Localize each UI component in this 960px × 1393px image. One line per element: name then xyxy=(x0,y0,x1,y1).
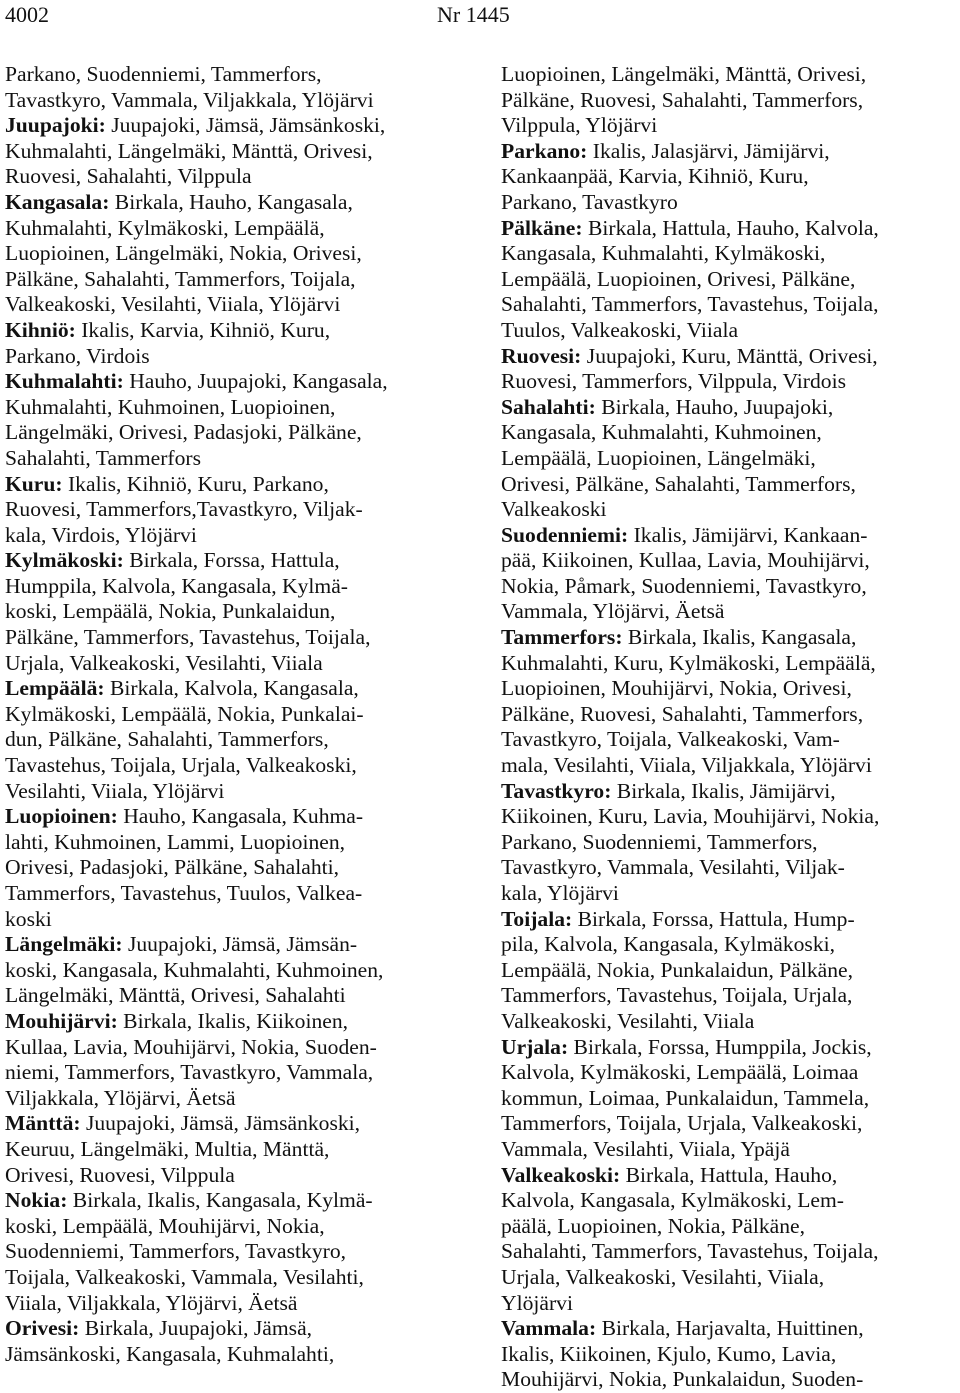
municipality-list-text: Kalvola, Kylmäkoski, Lempäälä, Loimaa xyxy=(501,1060,859,1085)
text-line xyxy=(501,932,956,958)
municipality-list-text: Tammerfors, Tavastehus, Tuulos, Valkea- xyxy=(5,881,363,905)
text-line xyxy=(5,1188,460,1214)
municipality-list-text: Birkala, Forssa, Hattula, Hump- xyxy=(572,906,855,931)
municipality-list-text: Lempäälä, Luopioinen, Orivesi, Pälkäne, xyxy=(501,266,856,291)
municipality-list-text: Tuulos, Valkeakoski, Viiala xyxy=(501,317,739,342)
municipality-list-text: Mouhijärvi, Nokia, Punkalaidun, Suoden- xyxy=(501,1367,864,1392)
municipality-heading: Mänttä: xyxy=(5,1111,81,1136)
text-line xyxy=(5,88,460,114)
municipality-heading: Orivesi: xyxy=(5,1316,80,1341)
text-line xyxy=(5,1060,460,1086)
text-line xyxy=(501,1111,956,1137)
text-line xyxy=(5,420,460,446)
text-line xyxy=(501,420,956,446)
municipality-list-text: Birkala, Hattula, Hauho, xyxy=(620,1162,838,1187)
text-line xyxy=(501,804,956,830)
text-line xyxy=(5,1214,460,1240)
municipality-list-text: Ikalis, Kihniö, Kuru, Parkano, xyxy=(62,471,329,496)
municipality-list-text: Birkala, Kalvola, Kangasala, xyxy=(104,676,359,701)
municipality-heading: Nokia: xyxy=(5,1188,68,1213)
municipality-heading: Juupajoki: xyxy=(5,113,106,138)
text-line xyxy=(5,472,460,498)
municipality-list-text: koski, Kangasala, Kuhmalahti, Kuhmoinen, xyxy=(5,957,384,982)
text-line xyxy=(501,651,956,677)
municipality-list-text: Kuhmalahti, Kuhmoinen, Luopioinen, xyxy=(5,394,336,419)
text-line xyxy=(5,983,460,1009)
municipality-list-text: Hauho, Juupajoki, Kangasala, xyxy=(123,369,388,394)
text-line xyxy=(501,727,956,753)
text-line xyxy=(5,446,460,472)
municipality-list-text: Kangasala, Kuhmalahti, Kuhmoinen, xyxy=(501,420,822,445)
municipality-list-text: Lempäälä, Nokia, Punkalaidun, Pälkäne, xyxy=(501,957,853,982)
municipality-list-text: Suodenniemi, Tammerfors, Tavastkyro, xyxy=(5,1239,347,1264)
text-line xyxy=(5,855,460,881)
municipality-list-text: Sahalahti, Tammerfors xyxy=(5,445,201,470)
municipality-list-text: Kuhmalahti, Kuru, Kylmäkoski, Lempäälä, xyxy=(501,650,876,675)
municipality-list-text: Birkala, Hauho, Kangasala, xyxy=(109,189,353,214)
municipality-list-text: Parkano, Suodenniemi, Tammerfors, xyxy=(501,829,818,854)
municipality-list-text: Ikalis, Jalasjärvi, Jämijärvi, xyxy=(587,138,830,163)
municipality-list-text: Parkano, Tavastkyro xyxy=(501,189,678,214)
municipality-heading: Luopioinen: xyxy=(5,804,118,829)
text-line xyxy=(501,1214,956,1240)
municipality-list-text: Viiala, Viljakkala, Ylöjärvi, Äetsä xyxy=(5,1290,298,1315)
municipality-list-text: Juupajoki, Jämsä, Jämsänkoski, xyxy=(105,113,386,138)
municipality-list-text: Ikalis, Kiikoinen, Kjulo, Kumo, Lavia, xyxy=(501,1341,837,1366)
text-line xyxy=(5,139,460,165)
text-line xyxy=(5,907,460,933)
text-line xyxy=(5,241,460,267)
municipality-list-text: Vesilahti, Viiala, Ylöjärvi xyxy=(5,778,225,803)
municipality-list-text: Valkeakoski, Vesilahti, Viiala, Ylöjärvi xyxy=(5,292,341,317)
municipality-list-text: Orivesi, Pälkäne, Sahalahti, Tammerfors, xyxy=(501,471,856,496)
text-line xyxy=(5,1086,460,1112)
municipality-list-text: Ikalis, Karvia, Kihniö, Kuru, xyxy=(75,317,331,342)
municipality-list-text: mala, Vesilahti, Viiala, Viljakkala, Ylöjärvi xyxy=(501,753,872,778)
municipality-heading: Lempäälä: xyxy=(5,676,105,701)
text-line xyxy=(501,190,956,216)
municipality-list-text: Birkala, Juupajoki, Jämsä, xyxy=(79,1316,313,1341)
text-line xyxy=(5,702,460,728)
municipality-list-text: pää, Kiikoinen, Kullaa, Lavia, Mouhijärvi, xyxy=(501,548,870,573)
text-line xyxy=(5,830,460,856)
issue-number: Nr 1445 xyxy=(437,2,510,27)
municipality-list-text: Sahalahti, Tammerfors, Tavastehus, Toijala, xyxy=(501,1239,879,1264)
page-header xyxy=(0,0,960,36)
municipality-heading: Kangasala: xyxy=(5,189,110,214)
text-line xyxy=(5,267,460,293)
municipality-heading: Valkeakoski: xyxy=(501,1162,621,1187)
municipality-list-text: Kylmäkoski, Lempäälä, Nokia, Punkalai- xyxy=(5,701,364,726)
text-line xyxy=(501,344,956,370)
municipality-list-text: Vammala, Ylöjärvi, Äetsä xyxy=(501,599,725,624)
text-line xyxy=(5,804,460,830)
municipality-list-text: Längelmäki, Mänttä, Orivesi, Sahalahti xyxy=(5,983,346,1008)
municipality-list-text: päälä, Luopioinen, Nokia, Pälkäne, xyxy=(501,1213,806,1238)
text-line xyxy=(501,753,956,779)
municipality-heading: Kihniö: xyxy=(5,317,76,342)
text-line xyxy=(5,113,460,139)
municipality-heading: Kuru: xyxy=(5,471,63,496)
text-line xyxy=(501,113,956,139)
municipality-list-text: Tavastehus, Toijala, Urjala, Valkeakoski, xyxy=(5,753,357,778)
municipality-list-text: Luopioinen, Längelmäki, Nokia, Orivesi, xyxy=(5,241,362,266)
text-line xyxy=(5,753,460,779)
municipality-list-text: Parkano, Suodenniemi, Tammerfors, xyxy=(5,62,322,86)
text-line xyxy=(5,318,460,344)
municipality-list-text: Orivesi, Padasjoki, Pälkäne, Sahalahti, xyxy=(5,855,340,880)
municipality-heading: Tammerfors: xyxy=(501,625,623,650)
municipality-heading: Kuhmalahti: xyxy=(5,369,124,394)
municipality-list-text: Luopioinen, Mouhijärvi, Nokia, Orivesi, xyxy=(501,676,852,701)
municipality-heading: Parkano: xyxy=(501,138,588,163)
municipality-list-text: Kuhmalahti, Kylmäkoski, Lempäälä, xyxy=(5,215,325,240)
municipality-heading: Urjala: xyxy=(501,1034,569,1059)
text-line xyxy=(5,881,460,907)
municipality-list-text: Birkala, Ikalis, Jämijärvi, xyxy=(611,778,836,803)
text-line xyxy=(501,1060,956,1086)
municipality-heading: Pälkäne: xyxy=(501,215,583,240)
municipality-list-text: Pälkäne, Tammerfors, Tavastehus, Toijala, xyxy=(5,625,371,650)
text-line xyxy=(501,1086,956,1112)
municipality-list-text: Urjala, Valkeakoski, Vesilahti, Viiala, xyxy=(501,1264,825,1289)
text-line xyxy=(5,1009,460,1035)
municipality-list-text: Juupajoki, Kuru, Mänttä, Orivesi, xyxy=(581,343,878,368)
municipality-list-text: Birkala, Forssa, Hattula, xyxy=(123,548,340,573)
text-line xyxy=(501,446,956,472)
text-line xyxy=(501,472,956,498)
municipality-list-text: Tammerfors, Tavastehus, Toijala, Urjala, xyxy=(501,983,853,1008)
municipality-list-text: Tavastkyro, Vammala, Vesilahti, Viljak- xyxy=(501,855,845,880)
municipality-list-text: Birkala, Hattula, Hauho, Kalvola, xyxy=(582,215,879,240)
text-line xyxy=(5,395,460,421)
text-line xyxy=(501,523,956,549)
municipality-list-text: niemi, Tammerfors, Tavastkyro, Vammala, xyxy=(5,1060,374,1085)
text-line xyxy=(5,1163,460,1189)
municipality-list-text: Pälkäne, Ruovesi, Sahalahti, Tammerfors, xyxy=(501,87,864,112)
text-line xyxy=(5,1111,460,1137)
municipality-list-text: kala, Ylöjärvi xyxy=(501,881,619,905)
municipality-heading: Kylmäkoski: xyxy=(5,548,124,573)
text-line xyxy=(501,1342,956,1368)
text-line xyxy=(5,164,460,190)
text-line xyxy=(501,958,956,984)
text-line xyxy=(5,548,460,574)
text-line xyxy=(501,1009,956,1035)
municipality-heading: Längelmäki: xyxy=(5,932,123,957)
municipality-list-text: Luopioinen, Längelmäki, Mänttä, Orivesi, xyxy=(501,62,867,86)
text-line xyxy=(501,1035,956,1061)
text-line xyxy=(501,318,956,344)
municipality-list-text: Toijala, Valkeakoski, Vammala, Vesilahti, xyxy=(5,1264,364,1289)
text-line xyxy=(501,983,956,1009)
municipality-list-text: Vilppula, Ylöjärvi xyxy=(501,113,658,138)
text-line xyxy=(501,574,956,600)
text-line xyxy=(501,1265,956,1291)
text-line xyxy=(5,1035,460,1061)
text-line xyxy=(5,651,460,677)
right-column xyxy=(501,62,956,1393)
text-line xyxy=(501,292,956,318)
municipality-list-text: Parkano, Virdois xyxy=(5,343,150,368)
text-line xyxy=(501,241,956,267)
text-line xyxy=(501,88,956,114)
municipality-heading: Sahalahti: xyxy=(501,394,596,419)
text-line xyxy=(5,958,460,984)
municipality-list-text: Tavastkyro, Vammala, Viljakkala, Ylöjärvi xyxy=(5,87,374,112)
municipality-list-text: Jämsänkoski, Kangasala, Kuhmalahti, xyxy=(5,1341,335,1366)
municipality-list-text: Vammala, Vesilahti, Viiala, Ypäjä xyxy=(501,1136,790,1161)
text-line xyxy=(501,1163,956,1189)
municipality-list-text: Pälkäne, Ruovesi, Sahalahti, Tammerfors, xyxy=(501,701,864,726)
text-line xyxy=(5,292,460,318)
text-line xyxy=(501,1239,956,1265)
text-line xyxy=(501,395,956,421)
text-line xyxy=(501,676,956,702)
municipality-list-text: Kangasala, Kuhmalahti, Kylmäkoski, xyxy=(501,241,826,266)
municipality-list-text: Humppila, Kalvola, Kangasala, Kylmä- xyxy=(5,573,349,598)
page-number: 4002 xyxy=(5,2,49,27)
text-line xyxy=(5,1265,460,1291)
municipality-list-text: Pälkäne, Sahalahti, Tammerfors, Toijala, xyxy=(5,266,356,291)
text-line xyxy=(5,574,460,600)
text-line xyxy=(5,1239,460,1265)
municipality-list-text: Lempäälä, Luopioinen, Längelmäki, xyxy=(501,445,816,470)
municipality-list-text: Kuhmalahti, Längelmäki, Mänttä, Orivesi, xyxy=(5,138,373,163)
municipality-list-text: Valkeakoski, Vesilahti, Viiala xyxy=(501,1008,755,1033)
municipality-heading: Toijala: xyxy=(501,906,573,931)
municipality-heading: Ruovesi: xyxy=(501,343,582,368)
municipality-list-text: Hauho, Kangasala, Kuhma- xyxy=(117,804,364,829)
municipality-list-text: Juupajoki, Jämsä, Jämsän- xyxy=(122,932,358,957)
text-line xyxy=(501,625,956,651)
text-line xyxy=(5,1316,460,1342)
text-line xyxy=(501,1291,956,1317)
municipality-heading: Tavastkyro: xyxy=(501,778,612,803)
text-line xyxy=(501,599,956,625)
text-line xyxy=(501,548,956,574)
municipality-heading: Suodenniemi: xyxy=(501,522,629,547)
municipality-list-text: Ruovesi, Sahalahti, Vilppula xyxy=(5,164,252,189)
municipality-list-text: Tammerfors, Toijala, Urjala, Valkeakoski, xyxy=(501,1111,863,1136)
municipality-list-text: Birkala, Harjavalta, Huittinen, xyxy=(596,1316,864,1341)
text-line xyxy=(501,139,956,165)
municipality-list-text: Birkala, Ikalis, Kiikoinen, xyxy=(117,1008,349,1033)
municipality-list-text: Birkala, Ikalis, Kangasala, Kylmä- xyxy=(67,1188,373,1213)
municipality-list-text: Ruovesi, Tammerfors, Vilppula, Virdois xyxy=(501,369,846,394)
municipality-list-text: Juupajoki, Jämsä, Jämsänkoski, xyxy=(80,1111,361,1136)
text-line xyxy=(5,216,460,242)
text-line xyxy=(501,907,956,933)
text-line xyxy=(5,1342,460,1368)
municipality-list-text: Orivesi, Ruovesi, Vilppula xyxy=(5,1162,235,1187)
text-line xyxy=(5,599,460,625)
left-column xyxy=(5,62,460,1367)
municipality-list-text: Sahalahti, Tammerfors, Tavastehus, Toijala, xyxy=(501,292,879,317)
text-line xyxy=(501,1188,956,1214)
municipality-list-text: Kankaanpää, Karvia, Kihniö, Kuru, xyxy=(501,164,809,189)
text-line xyxy=(5,369,460,395)
municipality-list-text: Viljakkala, Ylöjärvi, Äetsä xyxy=(5,1085,236,1110)
municipality-list-text: Ylöjärvi xyxy=(501,1290,573,1315)
municipality-list-text: Kullaa, Lavia, Mouhijärvi, Nokia, Suoden- xyxy=(5,1034,377,1059)
municipality-list-text: Urjala, Valkeakoski, Vesilahti, Viiala xyxy=(5,650,323,675)
text-line xyxy=(5,727,460,753)
municipality-list-text: Tavastkyro, Toijala, Valkeakoski, Vam- xyxy=(501,727,840,752)
municipality-list-text: Keuruu, Längelmäki, Multia, Mänttä, xyxy=(5,1136,330,1161)
text-line xyxy=(501,267,956,293)
text-line xyxy=(5,1291,460,1317)
text-line xyxy=(501,497,956,523)
text-line xyxy=(5,344,460,370)
text-line xyxy=(5,190,460,216)
municipality-list-text: Birkala, Hauho, Juupajoki, xyxy=(595,394,834,419)
text-line xyxy=(501,1367,956,1393)
municipality-list-text: kommun, Loimaa, Punkalaidun, Tammela, xyxy=(501,1085,870,1110)
municipality-list-text: dun, Pälkäne, Sahalahti, Tammerfors, xyxy=(5,727,329,752)
municipality-list-text: lahti, Kuhmoinen, Lammi, Luopioinen, xyxy=(5,829,346,854)
text-line xyxy=(5,497,460,523)
municipality-heading: Vammala: xyxy=(501,1316,597,1341)
municipality-list-text: Birkala, Forssa, Humppila, Jockis, xyxy=(568,1034,872,1059)
text-line xyxy=(501,164,956,190)
municipality-heading: Mouhijärvi: xyxy=(5,1008,118,1033)
municipality-list-text: kala, Virdois, Ylöjärvi xyxy=(5,522,197,547)
text-line xyxy=(501,369,956,395)
municipality-list-text: Kalvola, Kangasala, Kylmäkoski, Lem- xyxy=(501,1188,845,1213)
text-line xyxy=(5,932,460,958)
municipality-list-text: Nokia, Påmark, Suodenniemi, Tavastkyro, xyxy=(501,573,867,598)
text-line xyxy=(501,216,956,242)
text-line xyxy=(501,1137,956,1163)
text-line xyxy=(5,523,460,549)
text-line xyxy=(501,855,956,881)
municipality-list-text: Ruovesi, Tammerfors,Tavastkyro, Viljak- xyxy=(5,497,363,522)
municipality-list-text: Valkeakoski xyxy=(501,497,607,522)
municipality-list-text: koski, Lempäälä, Mouhijärvi, Nokia, xyxy=(5,1213,325,1238)
text-line xyxy=(501,1316,956,1342)
text-line xyxy=(501,62,956,88)
text-line xyxy=(501,779,956,805)
text-line xyxy=(501,881,956,907)
municipality-list-text: koski, Lempäälä, Nokia, Punkalaidun, xyxy=(5,599,336,624)
municipality-list-text: Birkala, Ikalis, Kangasala, xyxy=(622,625,857,650)
municipality-list-text: Kiikoinen, Kuru, Lavia, Mouhijärvi, Nokia, xyxy=(501,804,880,829)
text-line xyxy=(501,830,956,856)
text-line xyxy=(5,779,460,805)
text-line xyxy=(5,62,460,88)
text-line xyxy=(5,1137,460,1163)
municipality-list-text: koski xyxy=(5,906,52,931)
text-line xyxy=(5,625,460,651)
municipality-list-text: Längelmäki, Orivesi, Padasjoki, Pälkäne, xyxy=(5,420,362,445)
text-line xyxy=(5,676,460,702)
text-line xyxy=(501,702,956,728)
municipality-list-text: pila, Kalvola, Kangasala, Kylmäkoski, xyxy=(501,932,836,957)
municipality-list-text: Ikalis, Jämijärvi, Kankaan- xyxy=(628,522,868,547)
